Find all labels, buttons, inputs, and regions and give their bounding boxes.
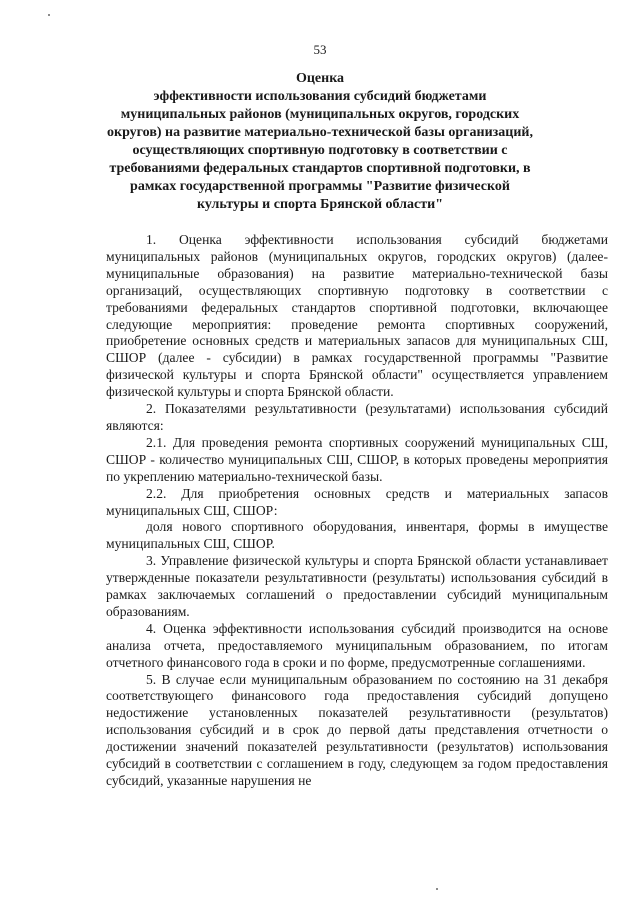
paragraph-3: 3. Управление физической культуры и спорта Брянской области устанавливает утвержденные показатели результативности (результаты) использования субсидий в рамках заключаемых соглашений о предоставлении субсидий муниципальным образованиям. [106,553,608,619]
document-body [106,232,608,790]
scan-speck [436,888,438,890]
title-subtitle: эффективности использования субсидий бюджетами муниципальных районов (муниципальных округов, городских округов) на развитие материально-технической базы организаций, осуществляющих спортивную подготовку в соответствии с требованиями федеральных стандартов спортивной подготовки, в рамках государственной программы "Развитие физической культуры и спорта Брянской области" [107,89,533,212]
paragraph-2-1: 2.1. Для проведения ремонта спортивных сооружений муниципальных СШ, СШОР - количество муниципальных СШ, СШОР, в которых проведены мероприятия по укреплению материально-технической базы. [106,434,608,484]
scan-speck [48,14,50,16]
paragraph-5: 5. В случае если муниципальным образованием по состоянию на 31 декабря соответствующего финансового года предоставления субсидий допущено недостижение установленных показателей результативности (результатов) использования субсидий и в срок до первой даты представления отчетности о достижении значений показателей результативности (результатов) использования субсидий в соответствии с соглашением в году, следующем за годом предоставления субсидий, указанные нарушения не [106,671,608,788]
paragraph-1: 1. Оценка эффективности использования субсидий бюджетами муниципальных районов (муниципальных округов, городских округов) (далее-муниципальные образования) на развитие материально-технической базы организаций, осуществляющих спортивную подготовку в соответствии с требованиями федеральных стандартов спортивной подготовки, включающее следующие мероприятия: проведение ремонта спортивных сооружений, приобретение основных средств и материальных запасов для муниципальных СШ, СШОР (далее - субсидии) в рамках государственной программы "Развитие физической культуры и спорта Брянской области" осуществляется управлением физической культуры и спорта Брянской области. [106,232,608,400]
paragraph-4: 4. Оценка эффективности использования субсидий производится на основе анализа отчета, предоставляемого муниципальным образованием, по итогам отчетного финансового года в сроки и по форме, предусмотренные соглашениями. [106,620,608,670]
paragraph-2-2: 2.2. Для приобретения основных средств и материальных запасов муниципальных СШ, СШОР: [106,485,608,518]
paragraph-2: 2. Показателями результативности (результатами) использования субсидий являются: [106,401,608,433]
page-number: 53 [313,42,327,57]
paragraph-2-2-detail: доля нового спортивного оборудования, инвентаря, формы в имуществе муниципальных СШ, СШОР. [106,519,608,552]
title-heading: Оценка [295,71,345,86]
document-title [100,70,540,214]
